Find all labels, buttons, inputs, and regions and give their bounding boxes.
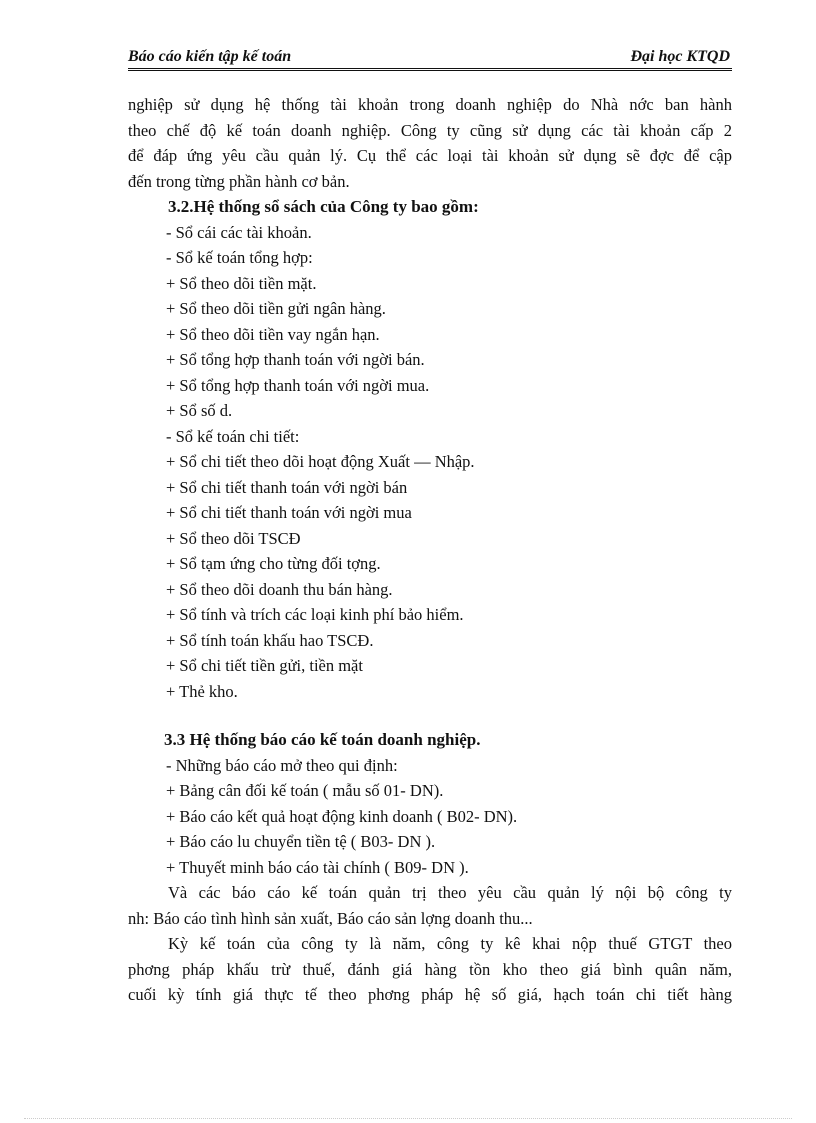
list-item: + Sổ tổng hợp thanh toán với ngời bán. (166, 350, 425, 369)
paragraph-line: nh: Báo cáo tình hình sản xuất, Báo cáo sản lợng doanh thu... (128, 908, 533, 928)
section-heading-3-3: 3.3 Hệ thống báo cáo kế toán doanh nghiệp. (164, 730, 481, 749)
paragraph-line: nghiệp sử dụng hệ thống tài khoản trong doanh nghiệp do Nhà nớc ban hành (128, 95, 732, 114)
section-heading-3-2: 3.2.Hệ thống sổ sách của Công ty bao gồm: (168, 197, 479, 216)
list-item: + Thuyết minh báo cáo tài chính ( B09- DN ). (166, 857, 469, 877)
list-item: + Sổ theo dõi TSCĐ (166, 528, 301, 548)
list-item: + Sổ chi tiết theo dõi hoạt động Xuất — Nhập. (166, 452, 475, 471)
list-item: + Sổ số d. (166, 401, 233, 420)
spacer (128, 704, 732, 727)
list-item: + Sổ chi tiết tiền gửi, tiền mặt (166, 656, 363, 675)
list-item: - Những báo cáo mở theo qui định: (166, 755, 398, 775)
list-item: + Sổ theo dõi tiền gửi ngân hàng. (166, 299, 386, 318)
paragraph-line: theo chế độ kế toán doanh nghiệp. Công ty cũng sử dụng các tài khoản cấp 2 (128, 120, 732, 140)
list-item: + Sổ theo dõi tiền vay ngắn hạn. (166, 324, 380, 344)
list-item: + Bảng cân đối kế toán ( mẫu số 01- DN). (166, 781, 444, 800)
page-bottom-divider (24, 1118, 792, 1119)
paragraph-line: cuối kỳ tính giá thực tế theo phơng pháp hệ số giá, hạch toán chi tiết hàng (128, 985, 732, 1004)
page-header (128, 48, 732, 71)
header-left-title: Báo cáo kiến tập kế toán (128, 48, 292, 65)
list-item: + Báo cáo kết quả hoạt động kinh doanh ( B02- DN). (166, 806, 518, 826)
document-body (128, 92, 732, 1008)
list-item: + Báo cáo lu chuyển tiền tệ ( B03- DN ). (166, 832, 436, 851)
list-item: + Sổ tạm ứng cho từng đối tợng. (166, 554, 381, 573)
paragraph-line: đến trong từng phần hành cơ bản. (128, 171, 350, 191)
list-item: + Sổ theo dõi doanh thu bán hàng. (166, 579, 393, 599)
paragraph-line: Kỳ kế toán của công ty là năm, công ty kê khai nộp thuế GTGT theo (168, 934, 732, 953)
list-item: + Sổ tính và trích các loại kinh phí bảo hiểm. (166, 605, 464, 624)
header-right-title: Đại học KTQD (630, 48, 730, 65)
paragraph-line: để đáp ứng yêu cầu quản lý. Cụ thể các loại tài khoản sử dụng sẽ đợc để cập (128, 146, 732, 165)
paragraph-line: phơng pháp khấu trừ thuế, đánh giá hàng tồn kho theo giá bình quân năm, (128, 959, 732, 979)
list-item: + Sổ tổng hợp thanh toán với ngời mua. (166, 375, 430, 395)
list-item: + Sổ theo dõi tiền mặt. (166, 273, 317, 293)
list-item: + Sổ chi tiết thanh toán với ngời bán (166, 477, 408, 497)
list-item: - Sổ kế toán tổng hợp: (166, 248, 313, 267)
list-item: + Thẻ kho. (166, 681, 238, 701)
paragraph-line: Và các báo cáo kế toán quản trị theo yêu cầu quản lý nội bộ công ty (168, 883, 732, 902)
list-item: - Sổ cái các tài khoản. (166, 222, 312, 242)
list-item: + Sổ chi tiết thanh toán với ngời mua (166, 503, 412, 522)
list-item: - Sổ kế toán chi tiết: (166, 426, 300, 446)
list-item: + Sổ tính toán khấu hao TSCĐ. (166, 630, 374, 650)
